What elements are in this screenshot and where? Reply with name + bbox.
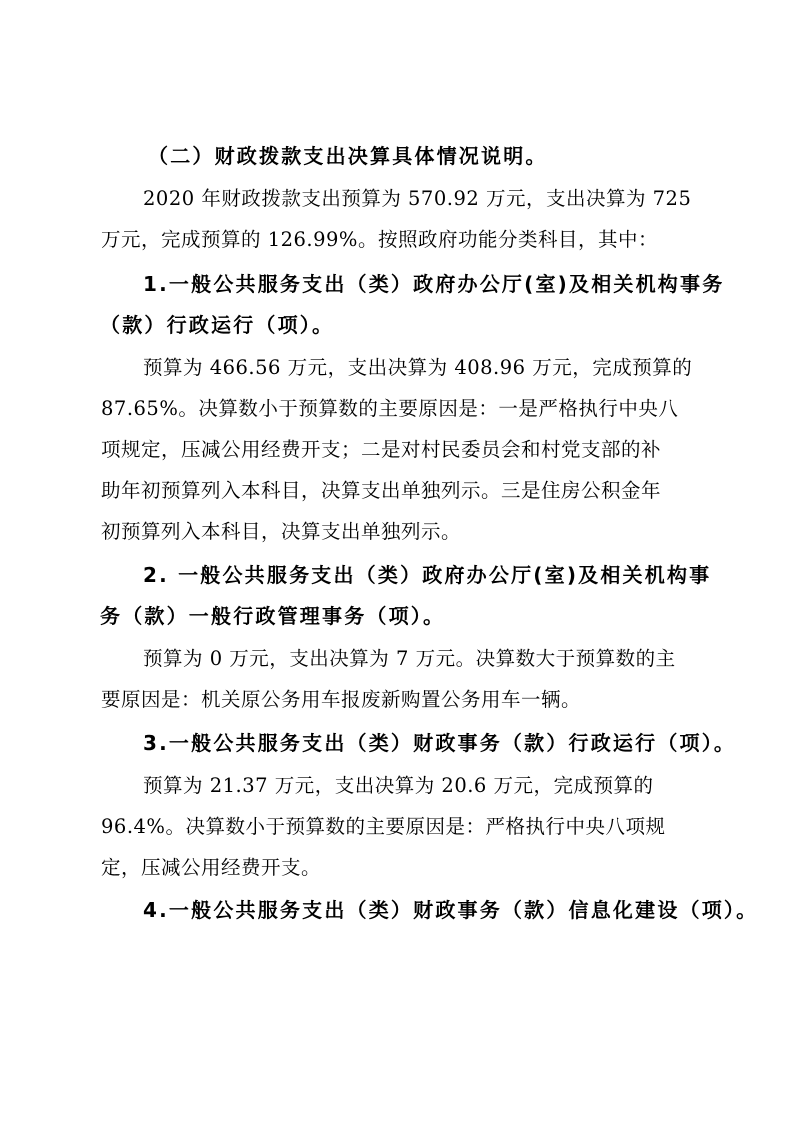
item-1-body-line-5: 初预算列入本科目，决算支出单独列示。: [101, 520, 462, 543]
item-1-heading-line-1: 1.一般公共服务支出（类）政府办公厅(室)及相关机构事务: [143, 272, 725, 296]
item-2-heading-line-2: 务（款）一般行政管理事务（项）。: [100, 604, 446, 628]
item-2-body-line-2: 要原因是：机关原公务用车报废新购置公务用车一辆。: [101, 688, 582, 711]
item-3-body-line-1: 预算为 21.37 万元，支出决算为 20.6 万元，完成预算的: [143, 774, 654, 797]
item-1-heading-line-2: （款）行政运行（项）。: [100, 313, 335, 337]
item-2-body-line-1: 预算为 0 万元，支出决算为 7 万元。决算数大于预算数的主: [143, 647, 676, 670]
item-3-body-line-3: 定，压减公用经费开支。: [101, 856, 322, 879]
intro-line-2: 万元，完成预算的 126.99%。按照政府功能分类科目，其中：: [101, 228, 658, 251]
item-1-body-line-4: 助年初预算列入本科目，决算支出单独列示。三是住房公积金年: [101, 479, 662, 502]
item-1-body-line-1: 预算为 466.56 万元，支出决算为 408.96 万元，完成预算的: [143, 356, 693, 379]
item-1-body-line-2: 87.65%。决算数小于预算数的主要原因是：一是严格执行中央八: [101, 397, 679, 420]
item-1-body-line-3: 项规定，压减公用经费开支；二是对村民委员会和村党支部的补: [101, 438, 662, 461]
section-title: （二）财政拨款支出决算具体情况说明。: [148, 144, 548, 168]
item-2-heading-line-1: 2. 一般公共服务支出（类）政府办公厅(室)及相关机构事: [143, 563, 712, 587]
item-4-heading-line-1: 4.一般公共服务支出（类）财政事务（款）信息化建设（项）。: [143, 898, 759, 922]
intro-line-1: 2020 年财政拨款支出预算为 570.92 万元，支出决算为 725: [143, 187, 692, 210]
item-3-body-line-2: 96.4%。决算数小于预算数的主要原因是：严格执行中央八项规: [101, 815, 666, 838]
item-3-heading-line-1: 3.一般公共服务支出（类）财政事务（款）行政运行（项）。: [143, 731, 737, 755]
